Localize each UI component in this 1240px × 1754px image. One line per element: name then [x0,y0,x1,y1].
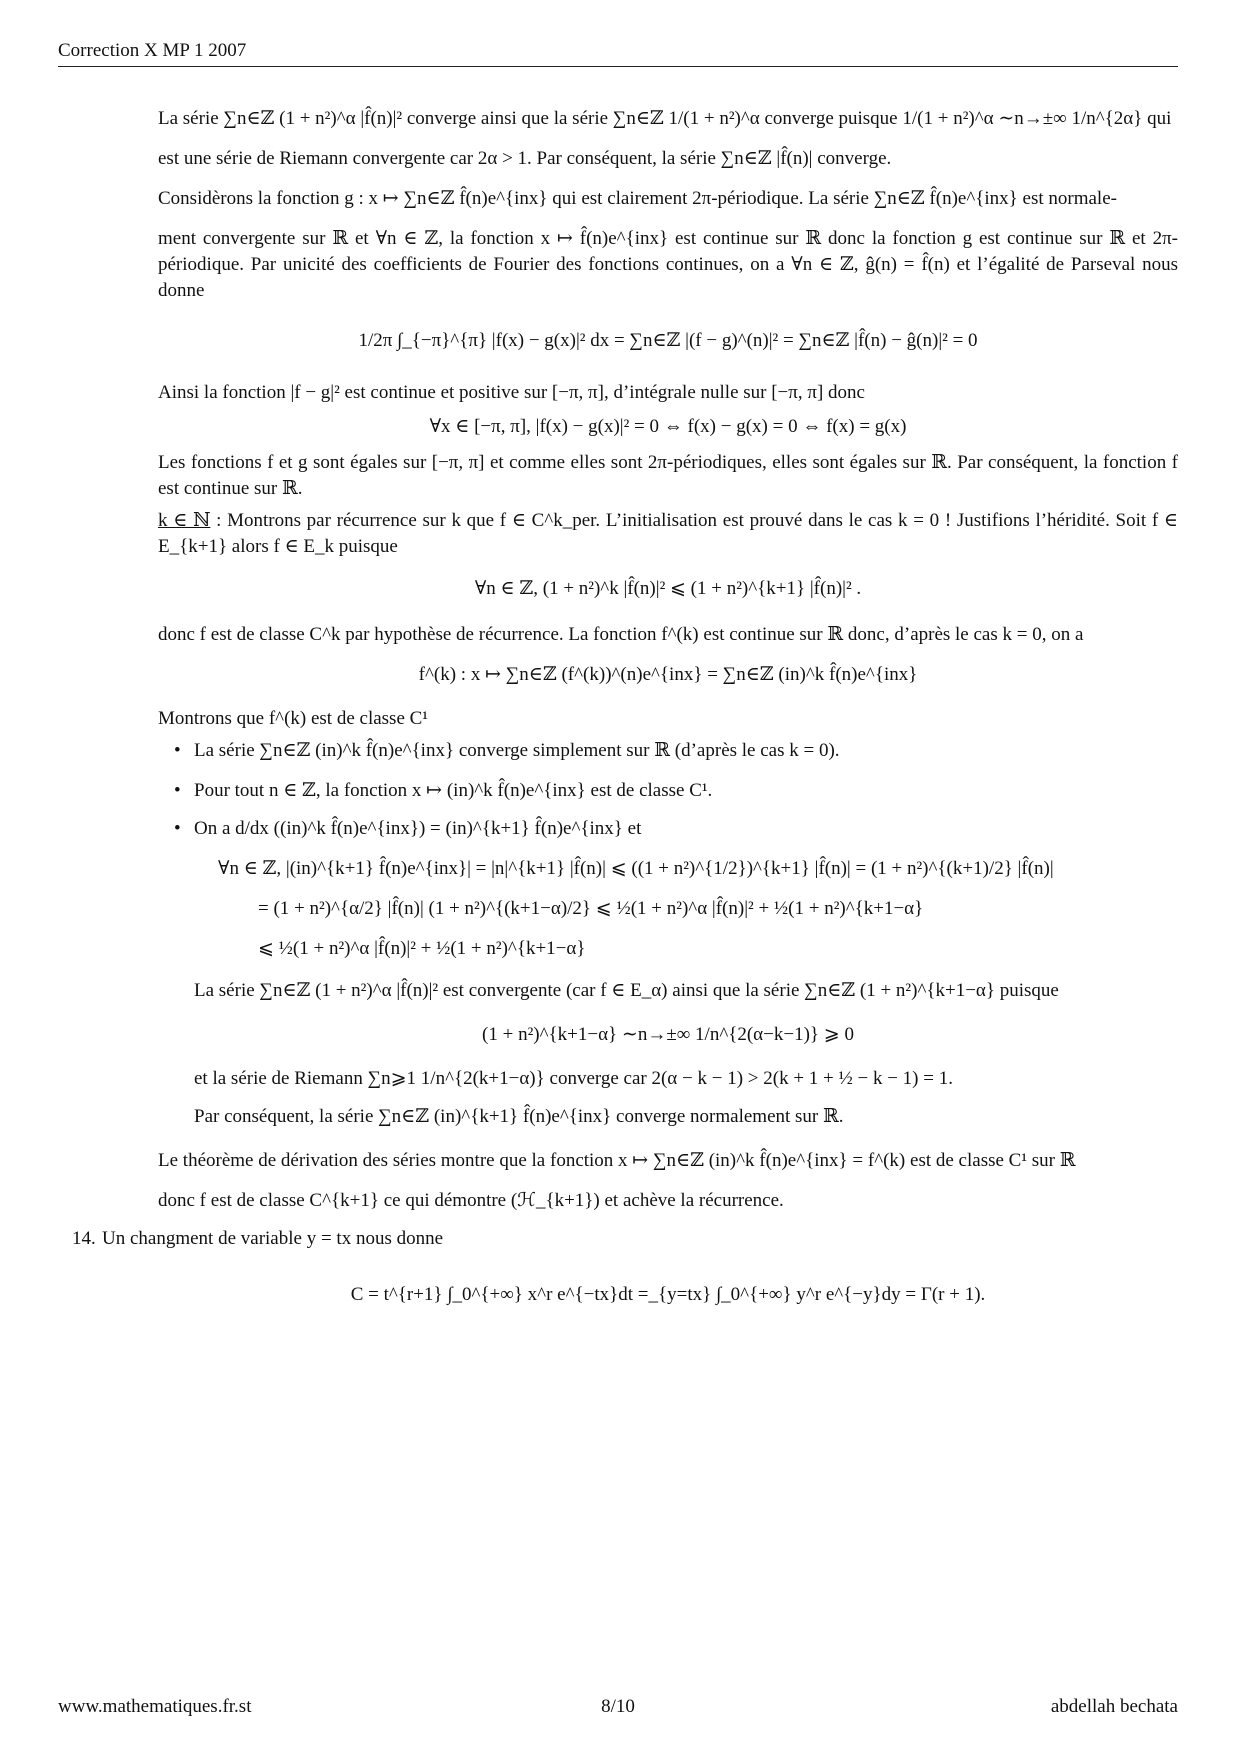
text-line [158,508,1178,560]
text-line: Les fonctions f et g sont égales sur [−π, π] et comme elles sont 2π-périodiques, elles sont égales sur ℝ. Par conséquent, la fonction f est continue sur ℝ. [158,452,1178,499]
footer-page-number: 8/10 [601,1696,635,1717]
bullet-item: • On a d/dx ((in)^k f̂(n)e^{inx}) = (in)^{k+1} f̂(n)e^{inx} et [194,816,1178,842]
page-body [72,100,1178,1308]
question-number: 14. [72,1228,96,1249]
bullet-item: • La série ∑n∈ℤ (in)^k f̂(n)e^{inx} converge simplement sur ℝ (d’après le cas k = 0). [194,738,1178,764]
display-equation: = (1 + n²)^{α/2} |f̂(n)| (1 + n²)^{(k+1−α)/2} ⩽ ½(1 + n²)^α |f̂(n)|² + ½(1 + n²)^{k+1−α} [258,898,924,919]
display-equation: ∀n ∈ ℤ, (1 + n²)^k |f̂(n)|² ⩽ (1 + n²)^{k+1} |f̂(n)|² . [474,578,862,599]
text-span: : Montrons par récurrence sur k que f ∈ C^k_per. L’initialisation est prouvé dans le cas k = 0 ! Justifions l’héridité. Soit f ∈ E_{k+1} alors f ∈ E_k puisque [158,510,1178,557]
text-line: ment convergente sur ℝ et ∀n ∈ ℤ, la fonction x ↦ f̂(n)e^{inx} est continue sur ℝ donc la fonction g est continue sur ℝ et 2π-périodique. Par unicité des coefficients de Fourier des fonctions continues, on a ∀n ∈ ℤ, ĝ(n) = f̂(n) et l’égalité de Parseval nous donne [158,228,1178,301]
text-line: Considèrons la fonction g : x ↦ ∑n∈ℤ f̂(n)e^{inx} qui est clairement 2π-périodique. La série ∑n∈ℤ f̂(n)e^{inx} est normale- [158,188,1117,209]
footer-website: www.mathematiques.fr.st [58,1696,252,1717]
footer-author: abdellah bechata [1050,1696,1178,1717]
display-equation: 1/2π ∫_{−π}^{π} |f(x) − g(x)|² dx = ∑n∈ℤ |(f − g)^(n)|² = ∑n∈ℤ |f̂(n) − ĝ(n)|² = 0 [358,330,978,351]
text-line: et la série de Riemann ∑n⩾1 1/n^{2(k+1−α)} converge car 2(α − k − 1) > 2(k + 1 + ½ − k − 1) = 1. [194,1068,953,1089]
text-line: La série ∑n∈ℤ (1 + n²)^α |f̂(n)|² converge ainsi que la série ∑n∈ℤ 1/(1 + n²)^α converge puisque 1/(1 + n²)^α ∼n→±∞ 1/n^{2α} qui [158,108,1172,129]
display-equation: C = t^{r+1} ∫_0^{+∞} x^r e^{−tx}dt =_{y=tx} ∫_0^{+∞} y^r e^{−y}dy = Γ(r + 1). [350,1284,986,1305]
text-line: donc f est de classe C^{k+1} ce qui démontre (ℋ_{k+1}) et achève la récurrence. [158,1190,784,1211]
case-label: k ∈ ℕ [158,510,211,531]
text-line: est une série de Riemann convergente car 2α > 1. Par conséquent, la série ∑n∈ℤ |f̂(n)| converge. [158,148,892,169]
text-line: Montrons que f^(k) est de classe C¹ [158,708,428,729]
text-span: Un changment de variable y = tx nous donne [102,1228,444,1249]
display-equation: ∀x ∈ [−π, π], |f(x) − g(x)|² = 0 ⇔ f(x) − g(x) = 0 ⇔ f(x) = g(x) [429,416,907,437]
display-equation: ⩽ ½(1 + n²)^α |f̂(n)|² + ½(1 + n²)^{k+1−α} [258,938,586,959]
display-equation: f^(k) : x ↦ ∑n∈ℤ (f^(k))^(n)e^{inx} = ∑n∈ℤ (in)^k f̂(n)e^{inx} [418,664,918,685]
bullet-item: • Pour tout n ∈ ℤ, la fonction x ↦ (in)^k f̂(n)e^{inx} est de classe C¹. [194,778,1178,804]
text-line: Ainsi la fonction |f − g|² est continue et positive sur [−π, π], d’intégrale nulle sur [−π, π] donc [158,382,865,403]
inequality-block [218,856,1178,962]
text-line: Par conséquent, la série ∑n∈ℤ (in)^{k+1} f̂(n)e^{inx} converge normalement sur ℝ. [194,1106,844,1127]
display-equation: ∀n ∈ ℤ, |(in)^{k+1} f̂(n)e^{inx}| = |n|^{k+1} |f̂(n)| ⩽ ((1 + n²)^{1/2})^{k+1} |f̂(n)| = (1 + n²)^{(k+1)/2} |f̂(n)| [218,858,1054,879]
text-line: Le théorème de dérivation des séries montre que la fonction x ↦ ∑n∈ℤ (in)^k f̂(n)e^{inx} = f^(k) est de classe C¹ sur ℝ [158,1150,1076,1171]
text-line: La série ∑n∈ℤ (1 + n²)^α |f̂(n)|² est convergente (car f ∈ E_α) ainsi que la série ∑n∈ℤ (1 + n²)^{k+1−α} puisque [194,980,1059,1001]
header-rule [58,66,1178,67]
text-line: donc f est de classe C^k par hypothèse de récurrence. La fonction f^(k) est continue sur ℝ donc, d’après le cas k = 0, on a [158,624,1084,645]
page-header: Correction X MP 1 2007 [58,40,247,61]
display-equation: (1 + n²)^{k+1−α} ∼n→±∞ 1/n^{2(α−k−1)} ⩾ 0 [482,1024,854,1045]
question-14 [72,1226,1178,1252]
